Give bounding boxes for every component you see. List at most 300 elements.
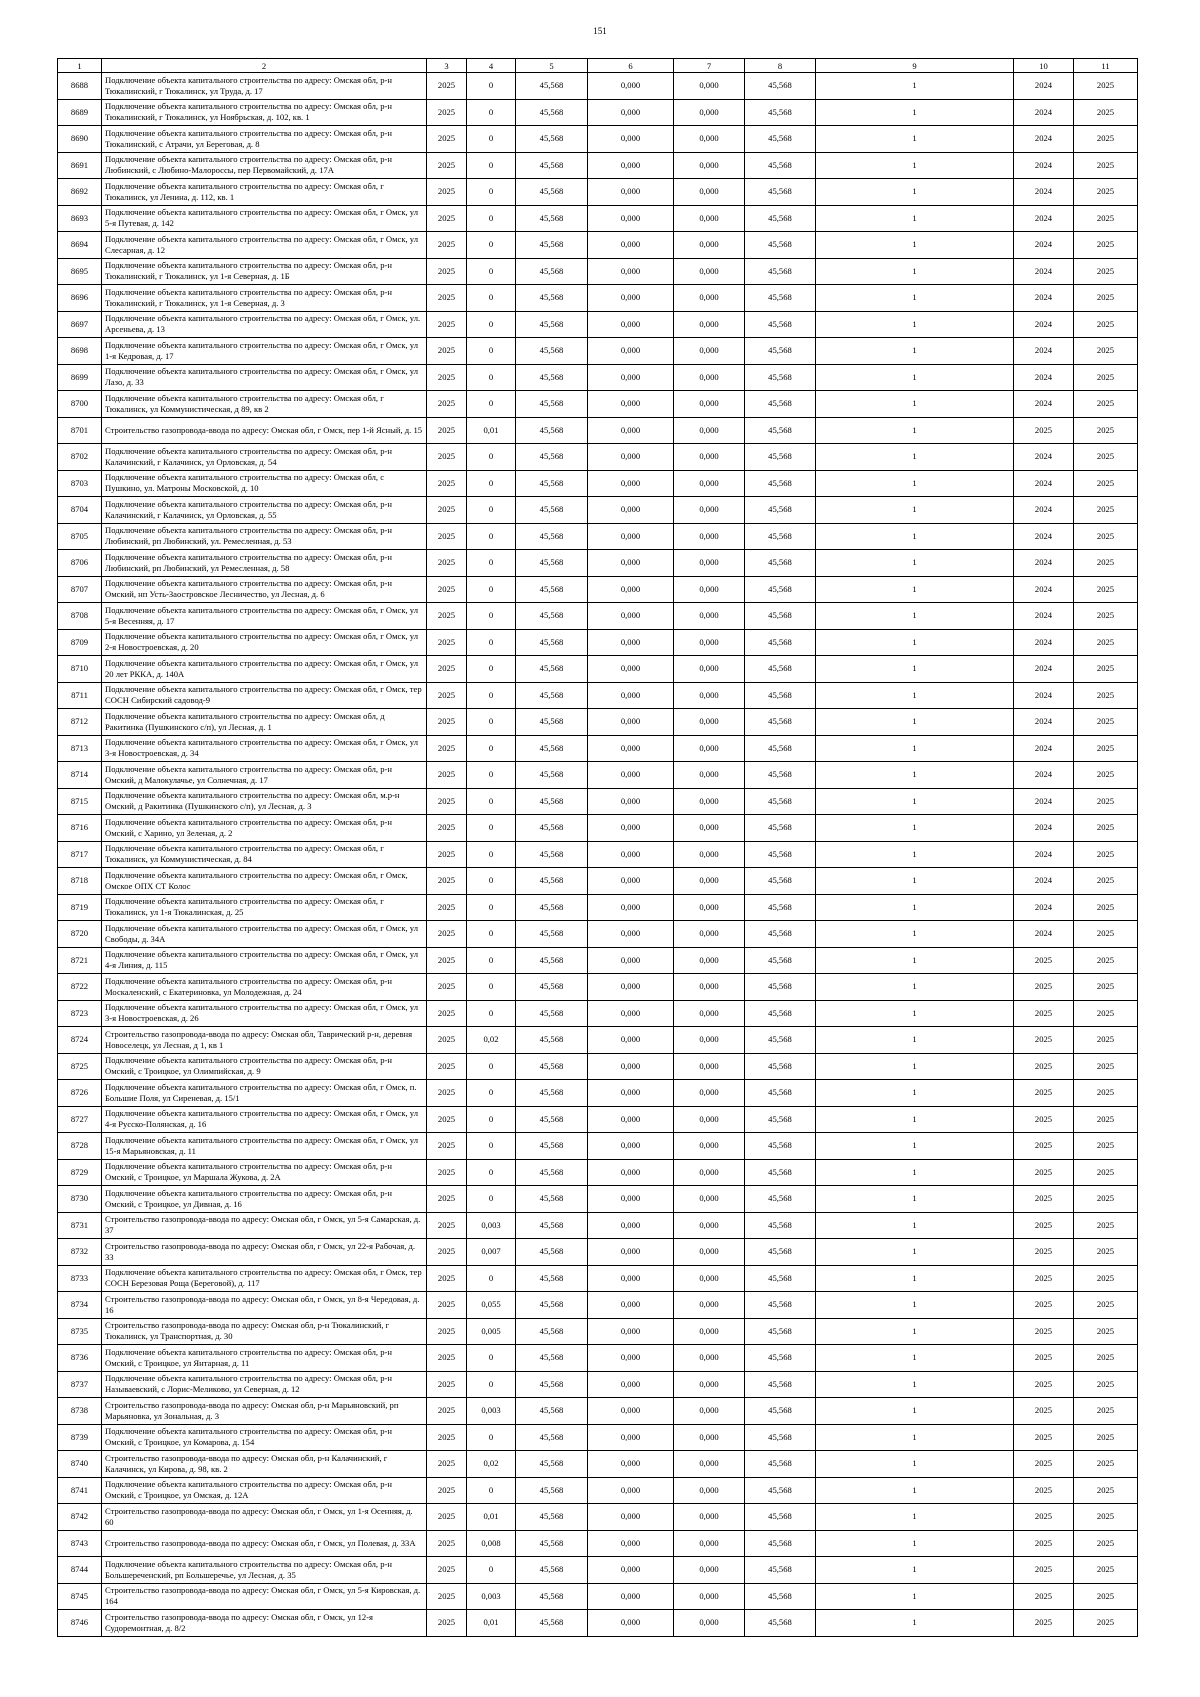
cost-col-6-cell: 0,000 [588,1186,674,1213]
cost-col-6-cell: 0,000 [588,974,674,1001]
quantity-cell: 1 [816,152,1014,179]
cost-col-8-cell: 45,568 [745,258,816,285]
year-cell: 2025 [427,1159,467,1186]
start-year-cell: 2025 [1014,1424,1074,1451]
length-value-cell: 0 [467,258,516,285]
table-row [58,841,1138,868]
cost-col-7-cell: 0,000 [674,1398,745,1425]
row-number-cell: 8689 [58,99,102,126]
cost-col-8-cell: 45,568 [745,285,816,312]
end-year-cell: 2025 [1074,205,1138,232]
cost-col-7-cell: 0,000 [674,311,745,338]
cost-total-cell: 45,568 [516,205,588,232]
quantity-cell: 1 [816,735,1014,762]
cost-total-cell: 45,568 [516,1106,588,1133]
cost-total-cell: 45,568 [516,470,588,497]
quantity-cell: 1 [816,364,1014,391]
end-year-cell: 2025 [1074,762,1138,789]
start-year-cell: 2024 [1014,470,1074,497]
cost-col-7-cell: 0,000 [674,497,745,524]
year-cell: 2025 [427,73,467,100]
end-year-cell: 2025 [1074,1186,1138,1213]
year-cell: 2025 [427,921,467,948]
cost-col-8-cell: 45,568 [745,788,816,815]
cost-total-cell: 45,568 [516,1583,588,1610]
year-cell: 2025 [427,1080,467,1107]
start-year-cell: 2024 [1014,391,1074,418]
cost-col-6-cell: 0,000 [588,815,674,842]
end-year-cell: 2025 [1074,1371,1138,1398]
start-year-cell: 2025 [1014,1186,1074,1213]
cost-total-cell: 45,568 [516,921,588,948]
end-year-cell: 2025 [1074,232,1138,259]
cost-col-6-cell: 0,000 [588,947,674,974]
object-description-cell: Подключение объекта капитального строительства по адресу: Омская обл, г Омск, тер СОСН Березовая Роща (Береговой), д. 117 [102,1265,427,1292]
cost-total-cell: 45,568 [516,1239,588,1266]
cost-col-6-cell: 0,000 [588,788,674,815]
object-description-cell: Строительство газопровода-ввода по адресу: Омская обл, г Омск, ул Полевая, д. 33А [102,1530,427,1557]
cost-col-7-cell: 0,000 [674,815,745,842]
cost-col-6-cell: 0,000 [588,1530,674,1557]
cost-col-8-cell: 45,568 [745,99,816,126]
year-cell: 2025 [427,815,467,842]
object-description-cell: Подключение объекта капитального строительства по адресу: Омская обл, г Тюкалинск, ул Коммунистическая, д 89, кв 2 [102,391,427,418]
object-description-cell: Подключение объекта капитального строительства по адресу: Омская обл, г Омск, ул 3-я Новостроевская, д. 26 [102,1000,427,1027]
row-number-cell: 8697 [58,311,102,338]
row-number-cell: 8722 [58,974,102,1001]
cost-col-7-cell: 0,000 [674,1239,745,1266]
end-year-cell: 2025 [1074,179,1138,206]
table-row [58,603,1138,630]
cost-total-cell: 45,568 [516,788,588,815]
end-year-cell: 2025 [1074,73,1138,100]
length-value-cell: 0,02 [467,1451,516,1478]
cost-col-8-cell: 45,568 [745,1212,816,1239]
object-description-cell: Подключение объекта капитального строительства по адресу: Омская обл, г Омск, п. Большие Поля, ул Сиреневая, д. 15/1 [102,1080,427,1107]
cost-total-cell: 45,568 [516,1212,588,1239]
object-description-cell: Подключение объекта капитального строительства по адресу: Омская обл, р-н Тюкалинский, г Тюкалинск, ул Труда, д. 17 [102,73,427,100]
table-row [58,921,1138,948]
column-header: 5 [516,59,588,73]
cost-total-cell: 45,568 [516,1186,588,1213]
end-year-cell: 2025 [1074,1610,1138,1637]
table-row [58,1239,1138,1266]
cost-col-6-cell: 0,000 [588,126,674,153]
cost-col-7-cell: 0,000 [674,1212,745,1239]
quantity-cell: 1 [816,576,1014,603]
quantity-cell: 1 [816,1451,1014,1478]
length-value-cell: 0,01 [467,1504,516,1531]
start-year-cell: 2025 [1014,1504,1074,1531]
table-row [58,152,1138,179]
table-row [58,550,1138,577]
object-description-cell: Подключение объекта капитального строительства по адресу: Омская обл, р-н Любинский, с Любино-Малороссы, пер Первомайский, д. 17А [102,152,427,179]
row-number-cell: 8702 [58,444,102,471]
quantity-cell: 1 [816,1398,1014,1425]
object-description-cell: Подключение объекта капитального строительства по адресу: Омская обл, с Пушкино, ул. Матроны Московской, д. 10 [102,470,427,497]
cost-col-8-cell: 45,568 [745,179,816,206]
object-description-cell: Подключение объекта капитального строительства по адресу: Омская обл, д Ракитинка (Пушкинского с/п), ул Лесная, д. 1 [102,709,427,736]
start-year-cell: 2025 [1014,947,1074,974]
end-year-cell: 2025 [1074,815,1138,842]
year-cell: 2025 [427,1239,467,1266]
row-number-cell: 8732 [58,1239,102,1266]
year-cell: 2025 [427,894,467,921]
quantity-cell: 1 [816,311,1014,338]
start-year-cell: 2025 [1014,1265,1074,1292]
cost-col-6-cell: 0,000 [588,73,674,100]
start-year-cell: 2024 [1014,868,1074,895]
quantity-cell: 1 [816,947,1014,974]
quantity-cell: 1 [816,1345,1014,1372]
cost-col-7-cell: 0,000 [674,1053,745,1080]
end-year-cell: 2025 [1074,523,1138,550]
start-year-cell: 2024 [1014,629,1074,656]
object-description-cell: Подключение объекта капитального строительства по адресу: Омская обл, г Омск, Омское ОПХ СТ Колос [102,868,427,895]
cost-col-8-cell: 45,568 [745,1583,816,1610]
end-year-cell: 2025 [1074,974,1138,1001]
cost-total-cell: 45,568 [516,152,588,179]
end-year-cell: 2025 [1074,550,1138,577]
cost-total-cell: 45,568 [516,1000,588,1027]
cost-col-7-cell: 0,000 [674,1371,745,1398]
length-value-cell: 0 [467,99,516,126]
table-row [58,1133,1138,1160]
start-year-cell: 2024 [1014,682,1074,709]
end-year-cell: 2025 [1074,1504,1138,1531]
cost-total-cell: 45,568 [516,1080,588,1107]
object-description-cell: Подключение объекта капитального строительства по адресу: Омская обл, г Омск, ул 20 лет РККА, д. 140А [102,656,427,683]
cost-col-8-cell: 45,568 [745,1530,816,1557]
cost-col-7-cell: 0,000 [674,947,745,974]
year-cell: 2025 [427,364,467,391]
start-year-cell: 2025 [1014,1610,1074,1637]
table-row [58,576,1138,603]
table-row [58,1080,1138,1107]
row-number-cell: 8712 [58,709,102,736]
length-value-cell: 0,01 [467,417,516,444]
year-cell: 2025 [427,550,467,577]
object-description-cell: Подключение объекта капитального строительства по адресу: Омская обл, р-н Омский, нп Усть-Заостровское Лесничество, ул Лесная, д. 6 [102,576,427,603]
end-year-cell: 2025 [1074,1027,1138,1054]
cost-col-6-cell: 0,000 [588,1345,674,1372]
table-row [58,99,1138,126]
column-header: 9 [816,59,1014,73]
cost-col-6-cell: 0,000 [588,258,674,285]
end-year-cell: 2025 [1074,152,1138,179]
object-description-cell: Подключение объекта капитального строительства по адресу: Омская обл, г Омск, ул 2-я Новостроевская, д. 20 [102,629,427,656]
end-year-cell: 2025 [1074,1451,1138,1478]
table-row [58,1106,1138,1133]
table-row [58,470,1138,497]
length-value-cell: 0 [467,1106,516,1133]
end-year-cell: 2025 [1074,841,1138,868]
end-year-cell: 2025 [1074,1239,1138,1266]
cost-total-cell: 45,568 [516,947,588,974]
table-row [58,1398,1138,1425]
year-cell: 2025 [427,682,467,709]
end-year-cell: 2025 [1074,603,1138,630]
cost-col-6-cell: 0,000 [588,99,674,126]
object-description-cell: Подключение объекта капитального строительства по адресу: Омская обл, р-н Тюкалинский, г Тюкалинск, ул 1-я Северная, д. 1Б [102,258,427,285]
cost-col-7-cell: 0,000 [674,788,745,815]
object-description-cell: Подключение объекта капитального строительства по адресу: Омская обл, р-н Калачинский, г Калачинск, ул Орловская, д. 54 [102,444,427,471]
year-cell: 2025 [427,338,467,365]
cost-col-8-cell: 45,568 [745,1186,816,1213]
year-cell: 2025 [427,179,467,206]
table-row [58,179,1138,206]
cost-total-cell: 45,568 [516,258,588,285]
cost-col-8-cell: 45,568 [745,470,816,497]
year-cell: 2025 [427,709,467,736]
page-number: 151 [593,26,607,36]
end-year-cell: 2025 [1074,1265,1138,1292]
row-number-cell: 8688 [58,73,102,100]
start-year-cell: 2024 [1014,205,1074,232]
cost-col-6-cell: 0,000 [588,841,674,868]
end-year-cell: 2025 [1074,285,1138,312]
end-year-cell: 2025 [1074,126,1138,153]
end-year-cell: 2025 [1074,1557,1138,1584]
year-cell: 2025 [427,232,467,259]
length-value-cell: 0 [467,285,516,312]
row-number-cell: 8703 [58,470,102,497]
cost-col-7-cell: 0,000 [674,656,745,683]
cost-col-7-cell: 0,000 [674,974,745,1001]
quantity-cell: 1 [816,974,1014,1001]
length-value-cell: 0 [467,603,516,630]
cost-col-7-cell: 0,000 [674,1106,745,1133]
cost-col-8-cell: 45,568 [745,205,816,232]
row-number-cell: 8720 [58,921,102,948]
cost-total-cell: 45,568 [516,894,588,921]
length-value-cell: 0 [467,232,516,259]
start-year-cell: 2024 [1014,841,1074,868]
cost-col-7-cell: 0,000 [674,841,745,868]
quantity-cell: 1 [816,179,1014,206]
end-year-cell: 2025 [1074,868,1138,895]
cost-col-6-cell: 0,000 [588,1159,674,1186]
cost-total-cell: 45,568 [516,682,588,709]
end-year-cell: 2025 [1074,338,1138,365]
cost-col-8-cell: 45,568 [745,1265,816,1292]
cost-total-cell: 45,568 [516,99,588,126]
cost-col-7-cell: 0,000 [674,364,745,391]
table-body [58,73,1138,1637]
quantity-cell: 1 [816,1371,1014,1398]
object-description-cell: Подключение объекта капитального строительства по адресу: Омская обл, р-н Омский, с Троицкое, ул Маршала Жукова, д. 2А [102,1159,427,1186]
cost-total-cell: 45,568 [516,232,588,259]
cost-col-7-cell: 0,000 [674,417,745,444]
end-year-cell: 2025 [1074,1053,1138,1080]
cost-col-7-cell: 0,000 [674,1345,745,1372]
object-description-cell: Подключение объекта капитального строительства по адресу: Омская обл, г Тюкалинск, ул Коммунистическая, д. 84 [102,841,427,868]
cost-col-7-cell: 0,000 [674,444,745,471]
cost-total-cell: 45,568 [516,126,588,153]
start-year-cell: 2024 [1014,444,1074,471]
cost-col-6-cell: 0,000 [588,391,674,418]
end-year-cell: 2025 [1074,709,1138,736]
column-header: 11 [1074,59,1138,73]
start-year-cell: 2025 [1014,1133,1074,1160]
year-cell: 2025 [427,603,467,630]
length-value-cell: 0 [467,656,516,683]
cost-col-8-cell: 45,568 [745,735,816,762]
length-value-cell: 0 [467,1424,516,1451]
start-year-cell: 2024 [1014,179,1074,206]
cost-total-cell: 45,568 [516,603,588,630]
object-description-cell: Подключение объекта капитального строительства по адресу: Омская обл, г Омск, ул 15-я Марьяновская, д. 11 [102,1133,427,1160]
cost-col-8-cell: 45,568 [745,629,816,656]
start-year-cell: 2025 [1014,1583,1074,1610]
row-number-cell: 8698 [58,338,102,365]
year-cell: 2025 [427,497,467,524]
quantity-cell: 1 [816,73,1014,100]
cost-col-7-cell: 0,000 [674,285,745,312]
quantity-cell: 1 [816,841,1014,868]
cost-col-6-cell: 0,000 [588,603,674,630]
table-row [58,868,1138,895]
cost-col-7-cell: 0,000 [674,1477,745,1504]
object-description-cell: Подключение объекта капитального строительства по адресу: Омская обл, р-н Калачинский, г Калачинск, ул Орловская, д. 55 [102,497,427,524]
row-number-cell: 8729 [58,1159,102,1186]
year-cell: 2025 [427,523,467,550]
cost-col-8-cell: 45,568 [745,1080,816,1107]
start-year-cell: 2024 [1014,709,1074,736]
cost-col-7-cell: 0,000 [674,682,745,709]
cost-col-7-cell: 0,000 [674,1318,745,1345]
object-description-cell: Строительство газопровода-ввода по адресу: Омская обл, г Омск, ул 5-я Кировская, д. 164 [102,1583,427,1610]
cost-col-8-cell: 45,568 [745,868,816,895]
cost-col-8-cell: 45,568 [745,311,816,338]
start-year-cell: 2024 [1014,603,1074,630]
table-row [58,1530,1138,1557]
table-row [58,1557,1138,1584]
quantity-cell: 1 [816,444,1014,471]
end-year-cell: 2025 [1074,1106,1138,1133]
quantity-cell: 1 [816,629,1014,656]
length-value-cell: 0 [467,974,516,1001]
object-description-cell: Подключение объекта капитального строительства по адресу: Омская обл, р-н Тюкалинский, г Тюкалинск, ул 1-я Северная, д. 3 [102,285,427,312]
year-cell: 2025 [427,1212,467,1239]
table-row [58,338,1138,365]
cost-total-cell: 45,568 [516,417,588,444]
cost-col-6-cell: 0,000 [588,1477,674,1504]
cost-col-6-cell: 0,000 [588,1398,674,1425]
cost-total-cell: 45,568 [516,1504,588,1531]
cost-total-cell: 45,568 [516,364,588,391]
cost-col-7-cell: 0,000 [674,1265,745,1292]
year-cell: 2025 [427,258,467,285]
row-number-cell: 8705 [58,523,102,550]
length-value-cell: 0 [467,152,516,179]
cost-col-6-cell: 0,000 [588,523,674,550]
cost-col-6-cell: 0,000 [588,311,674,338]
cost-col-7-cell: 0,000 [674,1000,745,1027]
cost-total-cell: 45,568 [516,1159,588,1186]
cost-total-cell: 45,568 [516,523,588,550]
cost-col-6-cell: 0,000 [588,444,674,471]
object-description-cell: Подключение объекта капитального строительства по адресу: Омская обл, р-н Любинский, рп Любинский, ул. Ремесленная, д. 53 [102,523,427,550]
cost-col-6-cell: 0,000 [588,1557,674,1584]
cost-col-7-cell: 0,000 [674,709,745,736]
length-value-cell: 0,02 [467,1027,516,1054]
length-value-cell: 0 [467,576,516,603]
length-value-cell: 0 [467,815,516,842]
cost-col-8-cell: 45,568 [745,1610,816,1637]
length-value-cell: 0 [467,470,516,497]
table-row [58,1610,1138,1637]
quantity-cell: 1 [816,1053,1014,1080]
start-year-cell: 2025 [1014,417,1074,444]
cost-col-8-cell: 45,568 [745,1451,816,1478]
quantity-cell: 1 [816,709,1014,736]
year-cell: 2025 [427,576,467,603]
cost-col-8-cell: 45,568 [745,762,816,789]
cost-col-6-cell: 0,000 [588,629,674,656]
cost-col-7-cell: 0,000 [674,629,745,656]
start-year-cell: 2025 [1014,974,1074,1001]
row-number-cell: 8739 [58,1424,102,1451]
cost-col-6-cell: 0,000 [588,1504,674,1531]
start-year-cell: 2024 [1014,73,1074,100]
cost-col-8-cell: 45,568 [745,550,816,577]
object-description-cell: Подключение объекта капитального строительства по адресу: Омская обл, р-н Москаленский, с Екатериновка, ул Молодежная, д. 24 [102,974,427,1001]
quantity-cell: 1 [816,1610,1014,1637]
cost-col-6-cell: 0,000 [588,285,674,312]
start-year-cell: 2025 [1014,1345,1074,1372]
row-number-cell: 8693 [58,205,102,232]
cost-col-8-cell: 45,568 [745,947,816,974]
year-cell: 2025 [427,735,467,762]
length-value-cell: 0 [467,205,516,232]
year-cell: 2025 [427,868,467,895]
row-number-cell: 8695 [58,258,102,285]
cost-col-8-cell: 45,568 [745,894,816,921]
cost-col-8-cell: 45,568 [745,815,816,842]
length-value-cell: 0 [467,73,516,100]
row-number-cell: 8709 [58,629,102,656]
cost-col-7-cell: 0,000 [674,603,745,630]
row-number-cell: 8711 [58,682,102,709]
end-year-cell: 2025 [1074,417,1138,444]
quantity-cell: 1 [816,788,1014,815]
table-row [58,1212,1138,1239]
object-description-cell: Строительство газопровода-ввода по адресу: Омская обл, г Омск, ул 5-я Самарская, д. 37 [102,1212,427,1239]
cost-col-8-cell: 45,568 [745,1477,816,1504]
column-header: 1 [58,59,102,73]
quantity-cell: 1 [816,99,1014,126]
cost-col-6-cell: 0,000 [588,470,674,497]
table-row [58,417,1138,444]
quantity-cell: 1 [816,1027,1014,1054]
table-row [58,1159,1138,1186]
cost-col-8-cell: 45,568 [745,576,816,603]
object-description-cell: Подключение объекта капитального строительства по адресу: Омская обл, р-н Омский, д Малокулачье, ул Солнечная, д. 17 [102,762,427,789]
start-year-cell: 2025 [1014,1239,1074,1266]
object-description-cell: Подключение объекта капитального строительства по адресу: Омская обл, г Омск, тер СОСН Сибирский садовод-9 [102,682,427,709]
row-number-cell: 8727 [58,1106,102,1133]
table-row [58,974,1138,1001]
length-value-cell: 0 [467,788,516,815]
cost-col-6-cell: 0,000 [588,1451,674,1478]
length-value-cell: 0 [467,1477,516,1504]
cost-col-8-cell: 45,568 [745,1159,816,1186]
row-number-cell: 8690 [58,126,102,153]
cost-total-cell: 45,568 [516,311,588,338]
quantity-cell: 1 [816,682,1014,709]
cost-col-6-cell: 0,000 [588,179,674,206]
